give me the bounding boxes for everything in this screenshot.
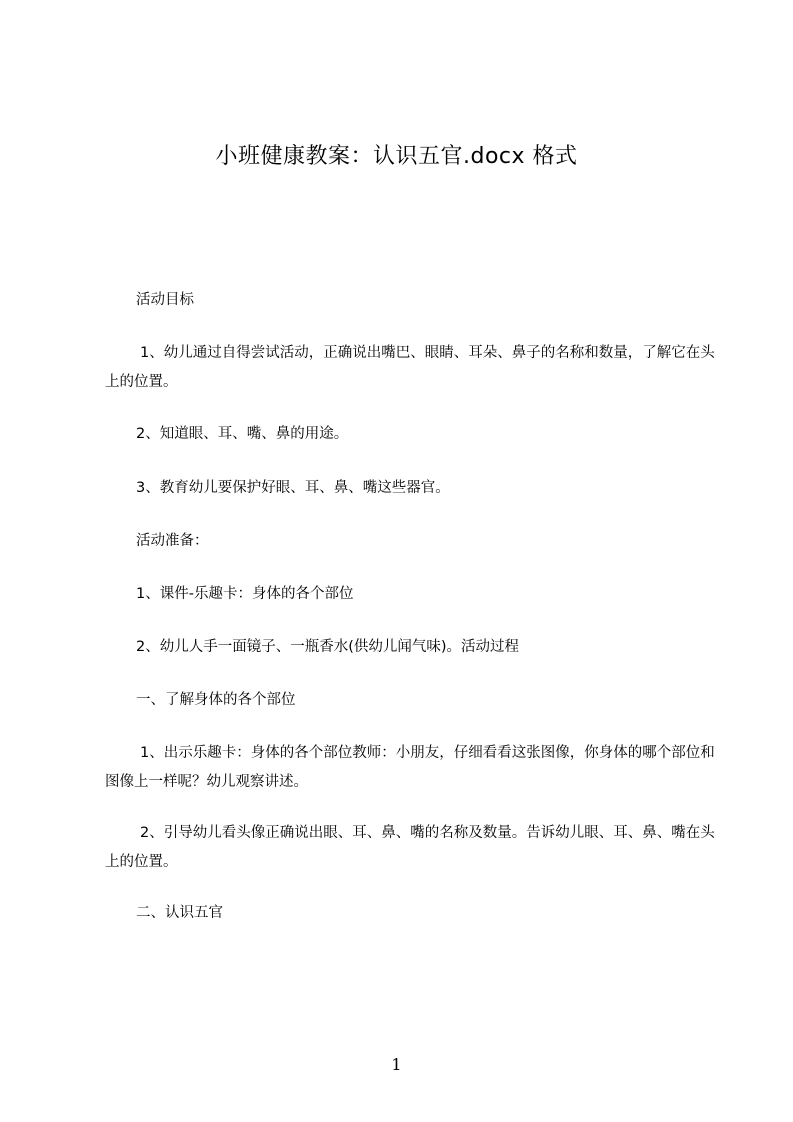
paragraph-part1-step-2: 2、引导幼儿看头像正确说出眼、耳、鼻、嘴的名称及数量。告诉幼儿眼、耳、鼻、嘴在头上的位置。 [105, 825, 715, 870]
paragraph-goal-2: 2、知道眼、耳、嘴、鼻的用途。 [136, 426, 349, 442]
document-title: 小班健康教案：认识五官.docx 格式 [215, 144, 578, 169]
paragraph-part1-step-1: 1、出示乐趣卡：身体的各个部位教师：小朋友，仔细看看这张图像，你身体的哪个部位和图像上一样呢？幼儿观察讲述。 [105, 745, 715, 790]
section-heading-part-2: 二、认识五官 [136, 905, 223, 921]
paragraph-prep-1: 1、课件-乐趣卡：身体的各个部位 [136, 586, 354, 602]
page-number: 1 [391, 1055, 402, 1074]
paragraph-prep-2: 2、幼儿人手一面镜子、一瓶香水(供幼儿闻气味)。活动过程 [136, 639, 520, 655]
paragraph-goal-1: 1、幼儿通过自得尝试活动，正确说出嘴巴、眼睛、耳朵、鼻子的名称和数量，了解它在头上的位置。 [105, 345, 715, 390]
section-heading-goals: 活动目标 [136, 292, 194, 308]
section-heading-preparation: 活动准备： [136, 533, 209, 549]
paragraph-goal-3: 3、教育幼儿要保护好眼、耳、鼻、嘴这些器官。 [136, 480, 450, 496]
section-heading-part-1: 一、了解身体的各个部位 [136, 692, 296, 708]
